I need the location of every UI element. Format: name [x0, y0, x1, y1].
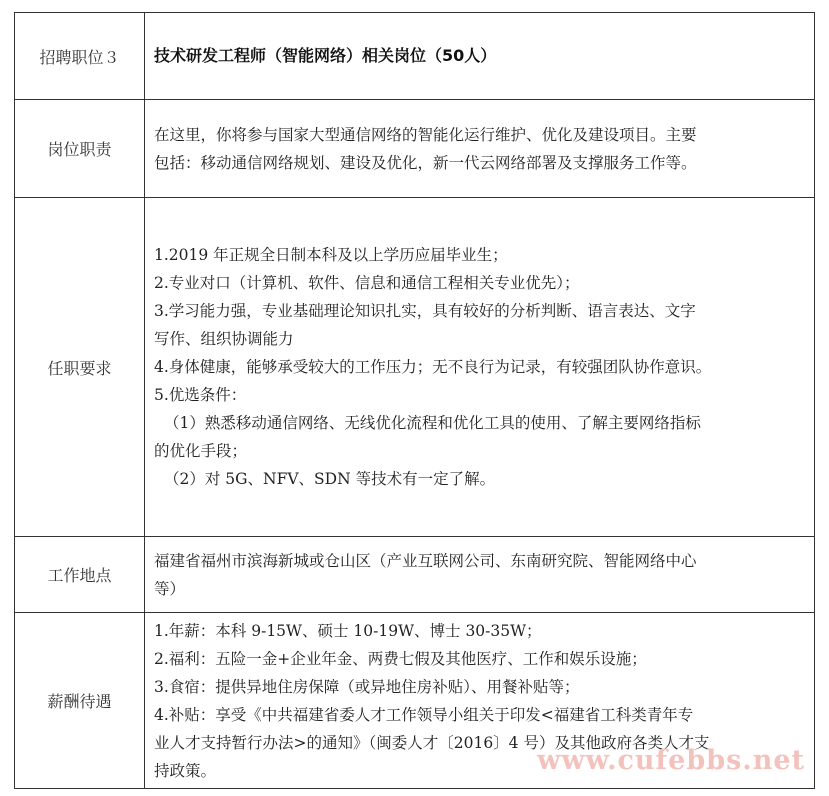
- position-value: [145, 13, 815, 100]
- text-line: 福建省福州市滨海新城或仓山区（产业互联网公司、东南研究院、智能网络中心: [154, 551, 697, 570]
- text-line: 的优化手段；: [154, 442, 248, 460]
- text-line: 业人才支持暂行办法>的通知》（闽委人才〔2016〕4 号）及其他政府各类人才支: [154, 733, 710, 752]
- position-title: 技术研发工程师（智能网络）相关岗位（50人）: [154, 46, 497, 65]
- text-line: 包括：移动通信网络规划、建设及优化，新一代云网络部署及支撑服务工作等。: [154, 153, 697, 172]
- text-line: 5.优选条件：: [154, 386, 247, 404]
- row-position: [15, 13, 815, 100]
- text-line: 3.食宿：提供异地住房保障（或异地住房补贴）、用餐补贴等；: [154, 677, 580, 696]
- text-line: （1）熟悉移动通信网络、无线优化流程和优化工具的使用、了解主要网络指标: [164, 414, 701, 432]
- site-watermark: www.cufebbs.net: [537, 745, 805, 776]
- text-line: 4.身体健康，能够承受较大的工作压力；无不良行为记录，有较强团队协作意识。: [154, 358, 712, 376]
- location-value: [145, 537, 815, 613]
- compensation-label: 薪酬待遇: [15, 613, 145, 789]
- text-line: （2）对 5G、NFV、SDN 等技术有一定了解。: [164, 470, 496, 488]
- text-line: 在这里，你将参与国家大型通信网络的智能化运行维护、优化及建设项目。主要: [154, 125, 697, 144]
- text-line: 1.年薪：本科 9-15W、硕士 10-19W、博士 30-35W；: [154, 621, 542, 640]
- position-label: 招聘职位３: [15, 13, 145, 100]
- text-line: 2.专业对口（计算机、软件、信息和通信工程相关专业优先）；: [154, 274, 580, 292]
- row-responsibilities: [15, 100, 815, 198]
- text-line: 4.补贴：享受《中共福建省委人才工作领导小组关于印发<福建省工科类青年专: [154, 705, 694, 724]
- text-line: 写作、组织协调能力: [154, 330, 294, 348]
- responsibilities-label: 岗位职责: [15, 100, 145, 198]
- row-location: [15, 537, 815, 613]
- text-line: 等）: [154, 579, 186, 598]
- text-line: 1.2019 年正规全日制本科及以上学历应届毕业生；: [154, 246, 508, 264]
- row-requirements: [15, 198, 815, 537]
- job-posting-table: [14, 12, 815, 789]
- responsibilities-value: [145, 100, 815, 198]
- requirements-value: [145, 198, 815, 537]
- text-line: 持政策。: [154, 761, 217, 780]
- text-line: 3.学习能力强，专业基础理论知识扎实，具有较好的分析判断、语言表达、文字: [154, 302, 696, 320]
- requirements-label: 任职要求: [15, 198, 145, 537]
- text-line: 2.福利：五险一金+企业年金、两费七假及其他医疗、工作和娱乐设施；: [154, 649, 647, 668]
- location-label: 工作地点: [15, 537, 145, 613]
